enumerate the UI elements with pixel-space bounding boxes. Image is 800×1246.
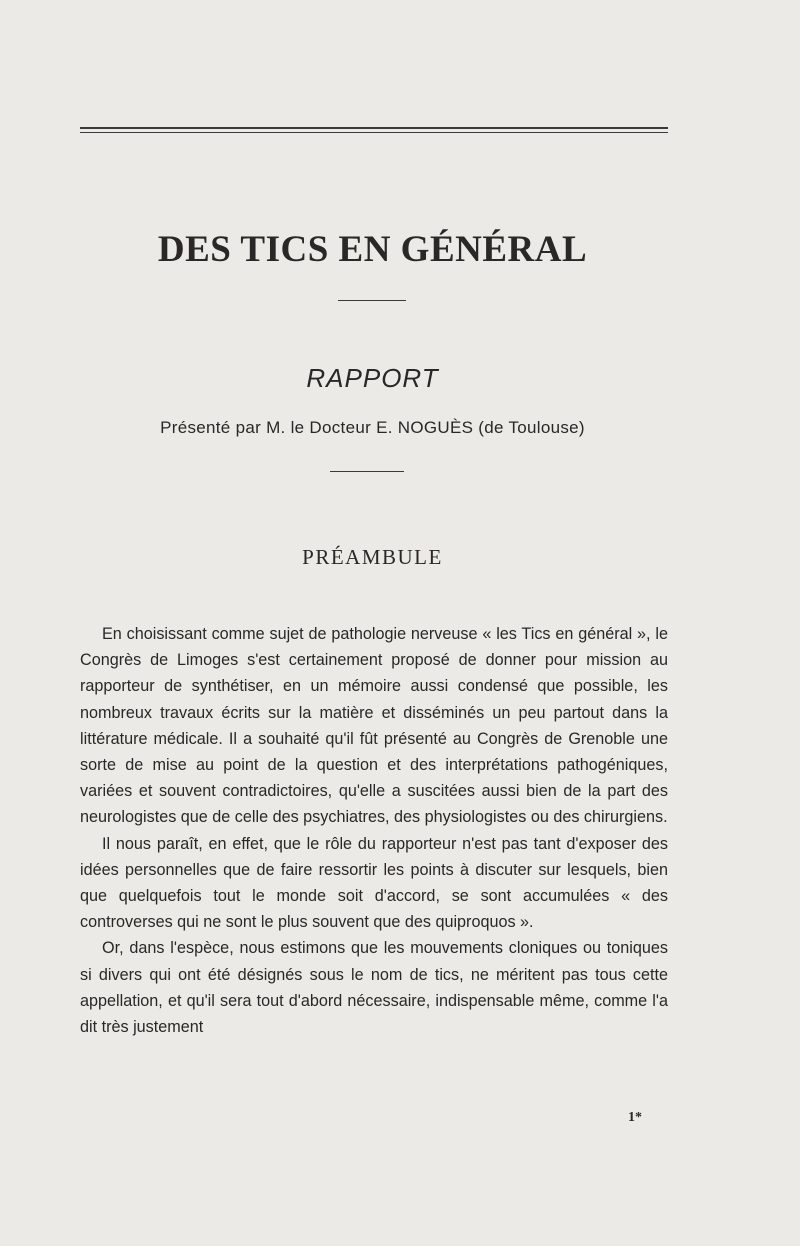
paragraph: Il nous paraît, en effet, que le rôle du rapporteur n'est pas tant d'exposer des idées personnelles que de faire ressortir les points à discuter sur lesquels, bien que quelquefois tout le monde soit d'accord, se sont accumulées « des controverses qui ne sont le plus souvent que des quiproquos ».: [80, 834, 668, 932]
document-title: DES TICS EN GÉNÉRAL: [157, 229, 588, 270]
title-separator-rule: [338, 300, 406, 301]
header-double-rule: [80, 127, 668, 133]
section-heading: PRÉAMBULE: [302, 545, 443, 569]
report-subtitle: RAPPORT: [306, 363, 439, 393]
signature-mark: 1*: [628, 1110, 642, 1125]
byline-separator-rule: [330, 471, 404, 472]
presented-by-line: Présenté par M. le Docteur E. NOGUÈS (de Toulouse): [160, 418, 585, 437]
body-text: [80, 621, 668, 1040]
paragraph: En choisissant comme sujet de pathologie nerveuse « les Tics en général », le Congrès de Limoges s'est certainement proposé de donner pour mission au rapporteur de synthétiser, en un mémoire aussi condensé que possible, les nombreux travaux écrits sur la matière et disséminés un peu partout dans la littérature médicale. Il a souhaité qu'il fût présenté au Congrès de Grenoble une sorte de mise au point de la question et des interprétations pathogéniques, variées et souvent contradictoires, qu'elle a suscitées aussi bien de la part des neurologistes que de celle des psychiatres, des physiologistes ou des chirurgiens.: [80, 625, 668, 827]
paragraph: Or, dans l'espèce, nous estimons que les mouvements cloniques ou toniques si divers qui ont été désignés sous le nom de tics, ne méritent pas tous cette appellation, et qu'il sera tout d'abord nécessaire, indispensable même, comme l'a dit très justement: [80, 939, 668, 1037]
